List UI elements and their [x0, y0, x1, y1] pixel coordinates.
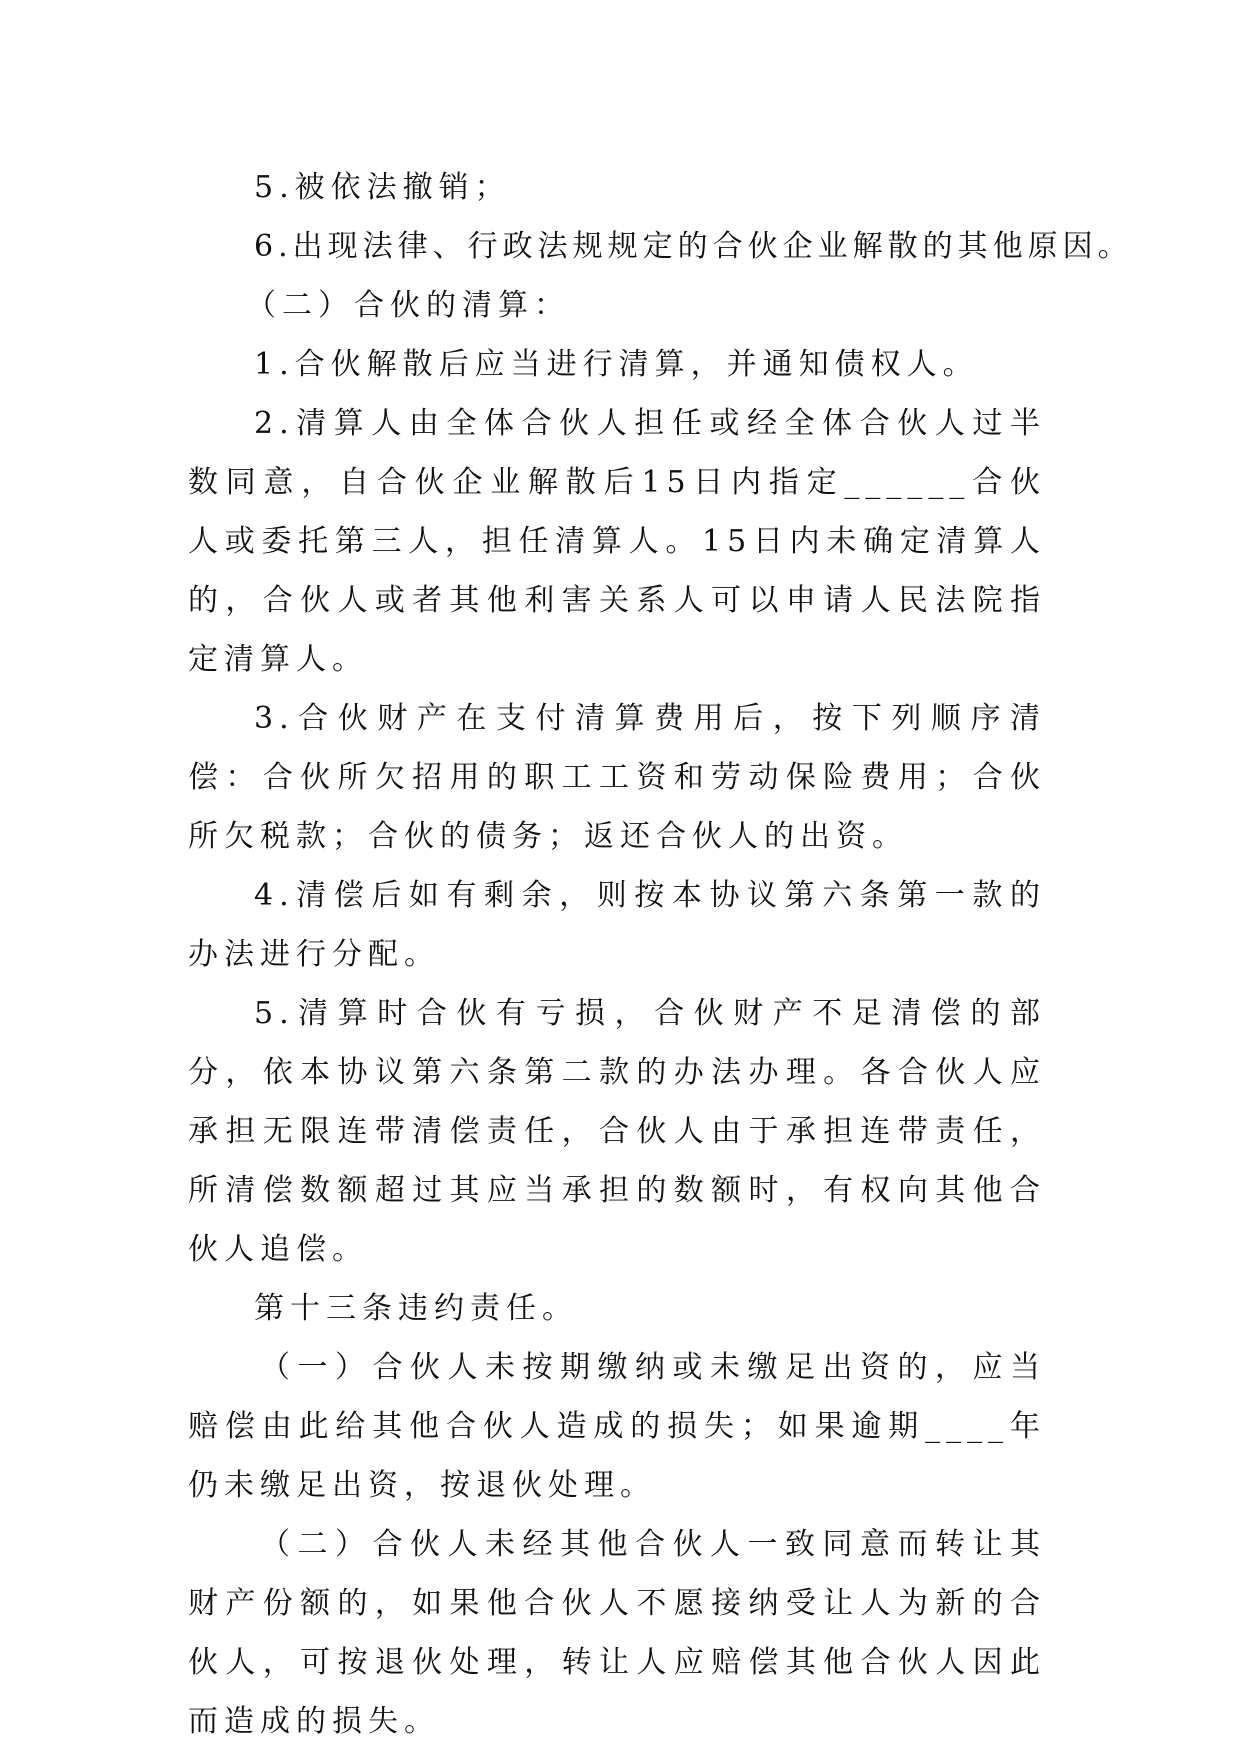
clause-6-other-causes: 6.出现法律、行政法规规定的合伙企业解散的其他原因。: [254, 229, 1133, 264]
article-13-heading: 第十三条违约责任。: [254, 1291, 578, 1326]
clause-5-revoked: 5.被依法撤销；: [254, 170, 511, 205]
liquidation-item-2: 2.清算人由全体合伙人担任或经全体合伙人过半数同意，自合伙企业解散后15日内指定______合伙人或委托第三人，担任清算人。15日内未确定清算人的，合伙人或者其他利害关系人可以申请人民法院指定清算人。: [188, 406, 1046, 677]
liquidation-item-5: 5.清算时合伙有亏损，合伙财产不足清偿的部分，依本协议第六条第二款的办法办理。各合伙人应承担无限连带清偿责任，合伙人由于承担连带责任，所清偿数额超过其应当承担的数额时，有权向其他合伙人追偿。: [188, 996, 1046, 1267]
section-liquidation-heading: （二）合伙的清算：: [246, 288, 570, 323]
liquidation-item-4: 4.清偿后如有剩余，则按本协议第六条第一款的办法进行分配。: [188, 878, 1046, 972]
liquidation-item-1: 1.合伙解散后应当进行清算，并通知债权人。: [254, 347, 979, 382]
breach-item-2: （二）合伙人未经其他合伙人一致同意而转让其财产份额的，如果他合伙人不愿接纳受让人为新的合伙人，可按退伙处理，转让人应赔偿其他合伙人因此而造成的损失。: [188, 1527, 1046, 1739]
document-body: [188, 158, 1133, 1751]
breach-item-1: （一）合伙人未按期缴纳或未缴足出资的，应当赔偿由此给其他合伙人造成的损失；如果逾期____年仍未缴足出资，按退伙处理。: [188, 1350, 1046, 1503]
liquidation-item-3: 3.合伙财产在支付清算费用后，按下列顺序清偿：合伙所欠招用的职工工资和劳动保险费用；合伙所欠税款；合伙的债务；返还合伙人的出资。: [188, 701, 1046, 854]
